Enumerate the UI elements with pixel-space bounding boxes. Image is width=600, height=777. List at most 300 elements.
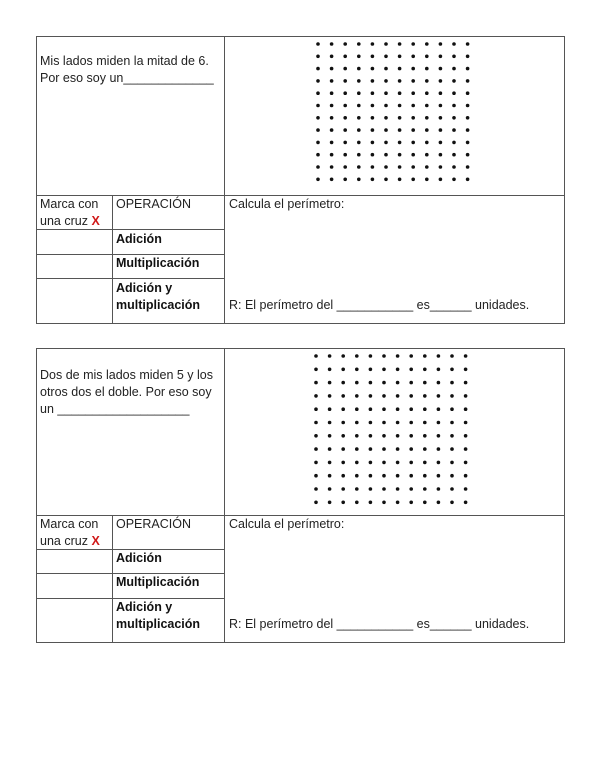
grid-dot — [314, 461, 318, 465]
grid-dot — [357, 178, 361, 182]
grid-dot — [328, 394, 332, 398]
grid-dot — [382, 434, 386, 438]
grid-dot — [314, 394, 318, 398]
checkbox-cell-adicion[interactable] — [37, 230, 112, 254]
grid-dot — [452, 67, 456, 71]
grid-dot — [437, 368, 441, 372]
grid-dot — [341, 474, 345, 478]
grid-dot — [369, 407, 373, 411]
exercise-card-2 — [36, 348, 565, 643]
grid-dot — [466, 141, 470, 145]
grid-dot — [357, 153, 361, 157]
grid-dot — [423, 407, 427, 411]
grid-dot — [398, 55, 402, 59]
grid-dot — [328, 487, 332, 491]
grid-dot — [341, 421, 345, 425]
grid-dot — [357, 91, 361, 95]
grid-dot — [341, 354, 345, 358]
grid-dot — [396, 487, 400, 491]
grid-dot — [452, 153, 456, 157]
grid-dot — [355, 474, 359, 478]
grid-dot — [452, 165, 456, 169]
grid-dot — [314, 381, 318, 385]
checkbox-cell-multiplicacion[interactable] — [37, 255, 112, 278]
grid-dot — [398, 178, 402, 182]
grid-dot — [396, 394, 400, 398]
grid-dot — [425, 178, 429, 182]
x-mark-symbol: X — [91, 534, 100, 548]
grid-dot — [437, 434, 441, 438]
grid-dot — [382, 381, 386, 385]
grid-dot — [382, 487, 386, 491]
grid-dot — [423, 447, 427, 451]
grid-dot — [382, 354, 386, 358]
grid-dot — [357, 42, 361, 46]
grid-dot — [384, 128, 388, 132]
grid-dot — [369, 394, 373, 398]
grid-dot — [464, 354, 468, 358]
grid-dot — [330, 42, 334, 46]
grid-dot — [437, 501, 441, 505]
grid-dot — [423, 461, 427, 465]
grid-dot — [382, 421, 386, 425]
grid-dot — [437, 447, 441, 451]
grid-dot — [464, 434, 468, 438]
option-adicion-y-line2: multiplicación — [116, 617, 201, 631]
grid-dot — [423, 501, 427, 505]
checkbox-cell-adicion-y-multiplicacion[interactable] — [37, 279, 112, 323]
grid-dot — [314, 368, 318, 372]
grid-dot — [316, 42, 320, 46]
grid-dot — [314, 421, 318, 425]
riddle-line-1: Mis lados miden la mitad de 6. — [40, 54, 209, 68]
grid-dot — [466, 116, 470, 120]
grid-dot — [466, 55, 470, 59]
grid-dot — [355, 447, 359, 451]
grid-dot — [396, 354, 400, 358]
grid-dot — [341, 368, 345, 372]
grid-dot — [439, 42, 443, 46]
option-multiplicacion: Multiplicación — [116, 256, 200, 270]
option-multiplicacion: Multiplicación — [116, 575, 200, 589]
grid-dot — [341, 501, 345, 505]
grid-dot — [316, 141, 320, 145]
grid-dot — [450, 368, 454, 372]
grid-dot — [452, 104, 456, 108]
grid-dot — [437, 394, 441, 398]
grid-dot — [439, 67, 443, 71]
grid-dot — [343, 67, 347, 71]
grid-dot — [425, 55, 429, 59]
grid-dot — [411, 104, 415, 108]
grid-dot — [398, 141, 402, 145]
checkbox-cell-adicion-y-multiplicacion[interactable] — [37, 599, 112, 642]
grid-dot — [398, 116, 402, 120]
x-mark-symbol: X — [91, 214, 100, 228]
grid-dot — [396, 434, 400, 438]
grid-dot — [343, 141, 347, 145]
grid-dot — [355, 407, 359, 411]
grid-dot — [425, 116, 429, 120]
grid-dot — [409, 474, 413, 478]
grid-dot — [328, 407, 332, 411]
grid-dot — [357, 165, 361, 169]
grid-dot — [398, 165, 402, 169]
grid-dot — [371, 67, 375, 71]
grid-dot — [466, 153, 470, 157]
grid-dot — [355, 501, 359, 505]
grid-dot — [314, 354, 318, 358]
grid-dot — [343, 104, 347, 108]
grid-dot — [396, 421, 400, 425]
grid-dot — [466, 104, 470, 108]
grid-dot — [382, 447, 386, 451]
grid-dot — [355, 487, 359, 491]
grid-dot — [423, 381, 427, 385]
grid-dot — [439, 128, 443, 132]
grid-dot — [382, 461, 386, 465]
grid-dot — [371, 128, 375, 132]
grid-dot — [396, 447, 400, 451]
grid-dot — [425, 42, 429, 46]
grid-dot — [384, 141, 388, 145]
grid-dot — [371, 153, 375, 157]
grid-dot — [409, 394, 413, 398]
grid-dot — [343, 116, 347, 120]
grid-dot — [330, 128, 334, 132]
grid-dot — [425, 67, 429, 71]
grid-dot — [452, 141, 456, 145]
grid-dot — [450, 501, 454, 505]
exercise-card-1 — [36, 36, 565, 324]
grid-dot — [355, 434, 359, 438]
grid-dot — [384, 153, 388, 157]
checkbox-cell-adicion[interactable] — [37, 550, 112, 573]
grid-dot — [314, 434, 318, 438]
grid-dot — [450, 434, 454, 438]
grid-dot — [384, 42, 388, 46]
grid-dot — [341, 447, 345, 451]
grid-dot — [343, 42, 347, 46]
grid-dot — [328, 368, 332, 372]
grid-dot — [371, 165, 375, 169]
grid-dot — [328, 354, 332, 358]
grid-dot — [343, 128, 347, 132]
grid-dot — [369, 487, 373, 491]
grid-dot — [437, 474, 441, 478]
grid-dot — [396, 501, 400, 505]
grid-dot — [341, 407, 345, 411]
grid-dot — [341, 487, 345, 491]
grid-dot — [439, 153, 443, 157]
riddle-line-1: Dos de mis lados miden 5 y los — [40, 368, 213, 382]
riddle-line-3: un ___________________ — [40, 402, 190, 416]
grid-dot — [409, 354, 413, 358]
grid-dot — [450, 474, 454, 478]
grid-dot — [450, 461, 454, 465]
grid-dot — [425, 79, 429, 83]
grid-dot — [439, 79, 443, 83]
grid-dot — [409, 501, 413, 505]
grid-dot — [357, 116, 361, 120]
grid-dot — [396, 474, 400, 478]
grid-dot — [314, 487, 318, 491]
grid-dot — [411, 128, 415, 132]
grid-dot — [409, 461, 413, 465]
grid-dot — [328, 421, 332, 425]
grid-dot — [464, 501, 468, 505]
grid-dot — [423, 354, 427, 358]
grid-dot — [328, 461, 332, 465]
grid-dot — [330, 104, 334, 108]
grid-dot — [409, 381, 413, 385]
grid-dot — [316, 91, 320, 95]
grid-dot — [357, 79, 361, 83]
grid-dot — [409, 447, 413, 451]
grid-dot — [328, 501, 332, 505]
grid-dot — [371, 116, 375, 120]
grid-dot — [371, 42, 375, 46]
grid-dot — [398, 67, 402, 71]
option-adicion: Adición — [116, 551, 162, 565]
grid-dot — [411, 42, 415, 46]
grid-dot — [384, 165, 388, 169]
grid-dot — [466, 67, 470, 71]
grid-dot — [452, 91, 456, 95]
grid-dot — [316, 178, 320, 182]
grid-dot — [439, 178, 443, 182]
grid-dot — [452, 116, 456, 120]
grid-dot — [423, 394, 427, 398]
grid-dot — [355, 421, 359, 425]
grid-dot — [411, 141, 415, 145]
grid-dot — [328, 434, 332, 438]
operation-header: OPERACIÓN — [116, 517, 192, 531]
grid-dot — [466, 42, 470, 46]
grid-dot — [409, 407, 413, 411]
grid-dot — [450, 487, 454, 491]
grid-dot — [369, 447, 373, 451]
grid-dot — [382, 368, 386, 372]
grid-dot — [466, 128, 470, 132]
grid-dot — [423, 474, 427, 478]
grid-dot — [450, 381, 454, 385]
grid-dot — [330, 79, 334, 83]
option-adicion-y-line1: Adición y — [116, 600, 173, 614]
grid-dot — [439, 55, 443, 59]
grid-dot — [355, 368, 359, 372]
grid-dot — [357, 104, 361, 108]
grid-dot — [452, 79, 456, 83]
grid-dot — [411, 79, 415, 83]
grid-dot — [439, 165, 443, 169]
grid-dot — [437, 421, 441, 425]
grid-dot — [423, 434, 427, 438]
grid-dot — [328, 381, 332, 385]
grid-dot — [450, 407, 454, 411]
grid-dot — [330, 91, 334, 95]
grid-dot — [425, 91, 429, 95]
grid-dot — [314, 501, 318, 505]
grid-dot — [357, 141, 361, 145]
grid-dot — [411, 165, 415, 169]
grid-dot — [464, 394, 468, 398]
grid-dot — [316, 128, 320, 132]
grid-dot — [398, 42, 402, 46]
grid-dot — [328, 474, 332, 478]
riddle-line-2: Por eso soy un_____________ — [40, 71, 214, 85]
grid-dot — [384, 79, 388, 83]
grid-dot — [357, 128, 361, 132]
grid-dot — [464, 421, 468, 425]
grid-dot — [341, 394, 345, 398]
grid-dot — [409, 487, 413, 491]
mark-label-line-1: Marca con — [40, 197, 99, 211]
grid-dot — [411, 91, 415, 95]
grid-dot — [409, 368, 413, 372]
grid-dot — [357, 67, 361, 71]
grid-dot — [439, 91, 443, 95]
grid-dot — [425, 153, 429, 157]
grid-dot — [398, 104, 402, 108]
grid-dot — [398, 79, 402, 83]
grid-dot — [341, 381, 345, 385]
grid-dot — [411, 116, 415, 120]
grid-dot — [398, 91, 402, 95]
grid-dot — [314, 447, 318, 451]
grid-dot — [343, 79, 347, 83]
grid-dot — [450, 447, 454, 451]
grid-dot — [398, 128, 402, 132]
grid-dot — [437, 381, 441, 385]
grid-dot — [369, 354, 373, 358]
grid-dot — [330, 55, 334, 59]
grid-dot — [423, 421, 427, 425]
grid-dot — [396, 381, 400, 385]
grid-dot — [371, 104, 375, 108]
dot-grid — [308, 348, 478, 516]
grid-dot — [316, 104, 320, 108]
grid-dot — [371, 141, 375, 145]
grid-dot — [382, 407, 386, 411]
grid-dot — [396, 368, 400, 372]
grid-dot — [343, 165, 347, 169]
grid-dot — [464, 487, 468, 491]
grid-dot — [425, 104, 429, 108]
grid-dot — [369, 381, 373, 385]
grid-dot — [328, 447, 332, 451]
grid-dot — [330, 153, 334, 157]
option-adicion-y-line1: Adición y — [116, 281, 173, 295]
grid-dot — [439, 104, 443, 108]
grid-dot — [330, 178, 334, 182]
grid-dot — [355, 394, 359, 398]
grid-dot — [464, 381, 468, 385]
grid-dot — [437, 487, 441, 491]
answer-line: R: El perímetro del ___________ es______ unidades. — [229, 298, 530, 312]
option-adicion: Adición — [116, 232, 162, 246]
grid-dot — [369, 434, 373, 438]
grid-dot — [450, 421, 454, 425]
grid-dot — [411, 153, 415, 157]
grid-dot — [452, 128, 456, 132]
grid-dot — [316, 79, 320, 83]
grid-dot — [369, 474, 373, 478]
grid-dot — [355, 381, 359, 385]
mark-label-line-2: una cruz X — [40, 214, 100, 228]
grid-dot — [371, 178, 375, 182]
grid-dot — [439, 116, 443, 120]
grid-dot — [396, 407, 400, 411]
grid-dot — [369, 368, 373, 372]
grid-dot — [409, 434, 413, 438]
grid-dot — [371, 79, 375, 83]
grid-dot — [437, 407, 441, 411]
grid-dot — [330, 116, 334, 120]
grid-dot — [425, 141, 429, 145]
grid-dot — [409, 421, 413, 425]
grid-dot — [452, 55, 456, 59]
grid-dot — [316, 116, 320, 120]
grid-dot — [371, 91, 375, 95]
grid-dot — [464, 474, 468, 478]
grid-dot — [437, 354, 441, 358]
mark-label-line-2: una cruz X — [40, 534, 100, 548]
grid-dot — [314, 407, 318, 411]
dot-grid — [310, 36, 480, 196]
mark-label-line-1: Marca con — [40, 517, 99, 531]
grid-dot — [425, 128, 429, 132]
grid-dot — [452, 178, 456, 182]
checkbox-cell-multiplicacion[interactable] — [37, 574, 112, 598]
grid-dot — [369, 501, 373, 505]
calc-prompt: Calcula el perímetro: — [229, 517, 345, 531]
grid-dot — [369, 421, 373, 425]
grid-dot — [411, 67, 415, 71]
grid-dot — [450, 354, 454, 358]
grid-dot — [384, 116, 388, 120]
grid-dot — [384, 67, 388, 71]
riddle-line-2: otros dos el doble. Por eso soy — [40, 385, 212, 399]
grid-dot — [371, 55, 375, 59]
operation-header: OPERACIÓN — [116, 197, 192, 211]
grid-dot — [343, 91, 347, 95]
grid-dot — [316, 67, 320, 71]
grid-dot — [450, 394, 454, 398]
grid-dot — [464, 461, 468, 465]
grid-dot — [464, 368, 468, 372]
grid-dot — [425, 165, 429, 169]
grid-dot — [411, 55, 415, 59]
grid-dot — [384, 91, 388, 95]
grid-dot — [316, 153, 320, 157]
grid-dot — [423, 368, 427, 372]
grid-dot — [466, 79, 470, 83]
grid-dot — [464, 407, 468, 411]
grid-dot — [343, 178, 347, 182]
grid-dot — [384, 104, 388, 108]
grid-dot — [314, 474, 318, 478]
grid-dot — [423, 487, 427, 491]
grid-dot — [341, 461, 345, 465]
grid-dot — [466, 91, 470, 95]
answer-line: R: El perímetro del ___________ es______ unidades. — [229, 617, 530, 631]
grid-dot — [382, 501, 386, 505]
grid-dot — [382, 474, 386, 478]
grid-dot — [343, 153, 347, 157]
grid-dot — [398, 153, 402, 157]
grid-dot — [343, 55, 347, 59]
